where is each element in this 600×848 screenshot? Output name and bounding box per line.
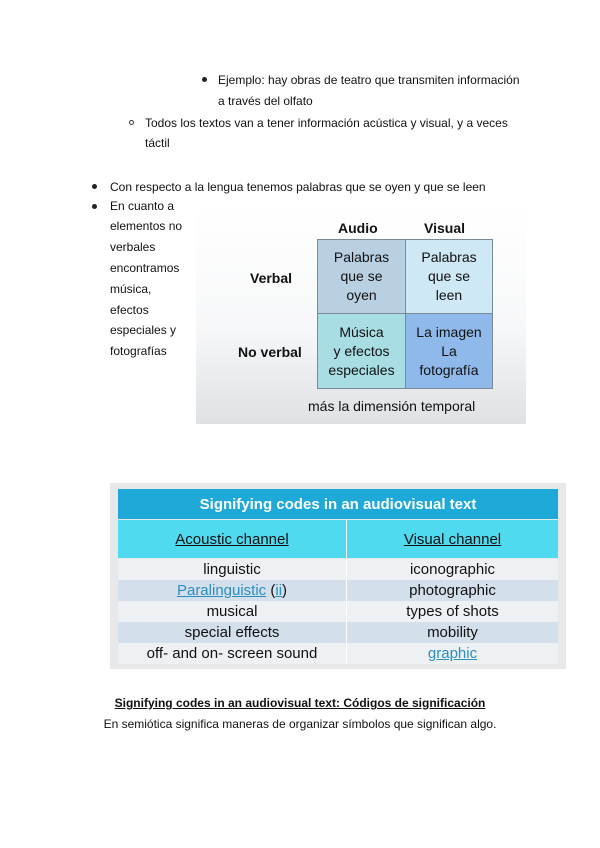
column-divider bbox=[346, 520, 347, 664]
ii-link[interactable]: ii bbox=[275, 582, 283, 599]
bullet-dot bbox=[92, 184, 97, 189]
visual-cell: photographic bbox=[409, 582, 496, 599]
bullet-todos-line2: táctil bbox=[145, 136, 170, 150]
visual-cell: iconographic bbox=[409, 561, 496, 578]
bullet-todos-line1: Todos los textos van a tener información acústica y visual, y a veces bbox=[145, 116, 508, 130]
elementos-line: encontramos bbox=[110, 261, 180, 275]
elementos-line: música, bbox=[110, 282, 152, 296]
col-header-visual: Visual bbox=[424, 220, 465, 236]
visual-cell bbox=[347, 643, 558, 664]
codes-table-title: Signifying codes in an audiovisual text bbox=[118, 489, 558, 519]
header-acoustic-channel: Acoustic channel bbox=[175, 530, 289, 548]
semiotics-description: En semiótica significa maneras de organizar símbolos que significan algo. bbox=[103, 717, 497, 731]
elementos-line: En cuanto a bbox=[110, 199, 175, 213]
row-header-noverbal: No verbal bbox=[238, 344, 302, 360]
table-row bbox=[118, 559, 558, 580]
paralinguistic-link[interactable]: Paralinguistic bbox=[176, 582, 267, 599]
bullet-ejemplo-line1: Ejemplo: hay obras de teatro que transmiten información bbox=[218, 73, 520, 87]
acoustic-cell: special effects bbox=[184, 624, 280, 641]
bullet-dot bbox=[202, 77, 207, 82]
table-row bbox=[118, 601, 558, 622]
row-header-verbal: Verbal bbox=[250, 270, 293, 286]
acoustic-cell bbox=[118, 580, 346, 601]
signifying-codes-heading: Signifying codes in an audiovisual text: Códigos de significación bbox=[114, 696, 486, 710]
acoustic-cell: linguistic bbox=[203, 561, 261, 578]
elementos-line: efectos bbox=[110, 303, 149, 317]
bullet-dot bbox=[92, 204, 97, 209]
bullet-circle bbox=[129, 120, 134, 125]
header-visual-channel: Visual channel bbox=[403, 530, 502, 548]
cell-verbal-visual: Palabras que se leen bbox=[405, 239, 493, 314]
acoustic-cell: musical bbox=[206, 603, 258, 620]
table-row bbox=[118, 622, 558, 643]
table-row bbox=[118, 643, 558, 664]
signifying-codes-figure bbox=[110, 483, 566, 669]
paren-close: ) bbox=[282, 582, 288, 599]
codes-table-header bbox=[118, 520, 558, 558]
elementos-line: fotografías bbox=[110, 344, 167, 358]
paren-open: ( bbox=[266, 582, 276, 599]
table-row bbox=[118, 580, 558, 601]
visual-cell: types of shots bbox=[406, 603, 499, 620]
elementos-line: verbales bbox=[110, 240, 156, 254]
elementos-line: elementos no bbox=[110, 219, 183, 233]
elementos-line: especiales y bbox=[110, 323, 177, 337]
visual-cell: mobility bbox=[427, 624, 478, 641]
cell-noverbal-visual: La imagen La fotografía bbox=[405, 313, 493, 389]
bullet-lengua: Con respecto a la lengua tenemos palabras que se oyen y que se leen bbox=[110, 180, 486, 194]
acoustic-cell: off- and on- screen sound bbox=[146, 645, 318, 662]
cell-noverbal-audio: Música y efectos especiales bbox=[317, 313, 406, 389]
bullet-ejemplo-line2: a través del olfato bbox=[218, 94, 313, 108]
col-header-audio: Audio bbox=[338, 220, 378, 236]
cell-verbal-audio: Palabras que se oyen bbox=[317, 239, 406, 314]
verbal-nonverbal-figure bbox=[196, 206, 526, 424]
graphic-link[interactable]: graphic bbox=[427, 645, 478, 662]
figure1-caption: más la dimensión temporal bbox=[308, 398, 476, 414]
